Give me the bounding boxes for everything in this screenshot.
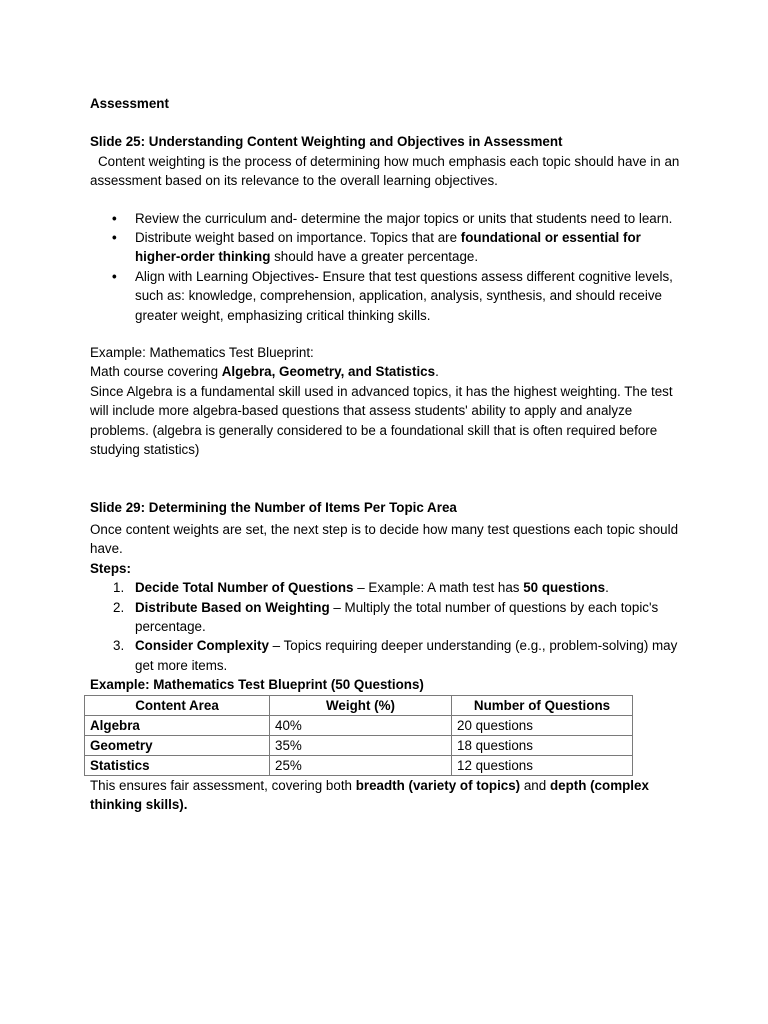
- slide25-intro: Content weighting is the process of determining how much emphasis each topic should have in an assessment based on its relevance to the overall learning objectives.: [90, 153, 680, 189]
- table-cell: 35%: [270, 735, 452, 755]
- table-cell: Algebra: [85, 715, 270, 735]
- table-cell: Statistics: [85, 755, 270, 775]
- table-row: [85, 755, 633, 775]
- table-header-cell: Number of Questions: [452, 695, 633, 715]
- table-row: [85, 735, 633, 755]
- slide25-course-line: Math course covering Algebra, Geometry, and Statistics.: [90, 364, 439, 380]
- closing-statement: This ensures fair assessment, covering both breadth (variety of topics) and depth (complex thinking skills).: [90, 777, 649, 812]
- table-cell: 25%: [270, 755, 452, 775]
- bullet-icon: •: [112, 268, 117, 284]
- table-row: [85, 715, 633, 735]
- slide25-title: Slide 25: Understanding Content Weighting and Objectives in Assessment: [90, 134, 563, 150]
- step-item: 3. Consider Complexity – Topics requiring deeper understanding (e.g., problem-solving) may get more items.: [113, 638, 678, 673]
- table-cell: Geometry: [85, 735, 270, 755]
- table-caption: Example: Mathematics Test Blueprint (50 Questions): [90, 677, 424, 693]
- steps-list: [90, 578, 688, 675]
- bullet-item: • Review the curriculum and- determine the major topics or units that students need to learn.: [90, 209, 688, 228]
- slide25-explanation: Since Algebra is a fundamental skill used in advanced topics, it has the highest weighting. The test will include more algebra-based questions that assess students' ability to apply and analyze problems. (algebra is generally considered to be a foundational skill that is often required before studying statistics): [90, 383, 673, 458]
- table-cell: 18 questions: [452, 735, 633, 755]
- document-title: Assessment: [90, 96, 169, 111]
- slide25-example-heading: Example: Mathematics Test Blueprint:: [90, 345, 314, 361]
- slide29-title: Slide 29: Determining the Number of Items Per Topic Area: [90, 499, 457, 515]
- table-header-row: [85, 695, 633, 715]
- table-header-cell: Content Area: [85, 695, 270, 715]
- slide25-bullet-list: [90, 209, 688, 325]
- document-body: [90, 94, 688, 814]
- table-cell: 12 questions: [452, 755, 633, 775]
- table-header-cell: Weight (%): [270, 695, 452, 715]
- bullet-icon: •: [112, 210, 117, 226]
- blueprint-table: [84, 695, 633, 776]
- step-item: 2. Distribute Based on Weighting – Multiply the total number of questions by each topic's percentage.: [113, 599, 659, 634]
- bullet-icon: •: [112, 230, 117, 246]
- bullet-item: • Distribute weight based on importance. Topics that are foundational or essential for higher-order thinking should have a greater percentage.: [112, 230, 641, 265]
- slide29-intro: Once content weights are set, the next step is to decide how many test questions each topic should have.: [90, 521, 679, 557]
- step-item: 1. Decide Total Number of Questions – Example: A math test has 50 questions.: [113, 580, 609, 596]
- table-cell: 40%: [270, 715, 452, 735]
- bullet-item: • Align with Learning Objectives- Ensure that test questions assess different cognitive levels, such as: knowledge, comprehension, application, analysis, synthesis, and should receive greater weight, emphasizing critical thinking skills.: [112, 268, 673, 323]
- table-cell: 20 questions: [452, 715, 633, 735]
- steps-label: Steps:: [90, 560, 131, 576]
